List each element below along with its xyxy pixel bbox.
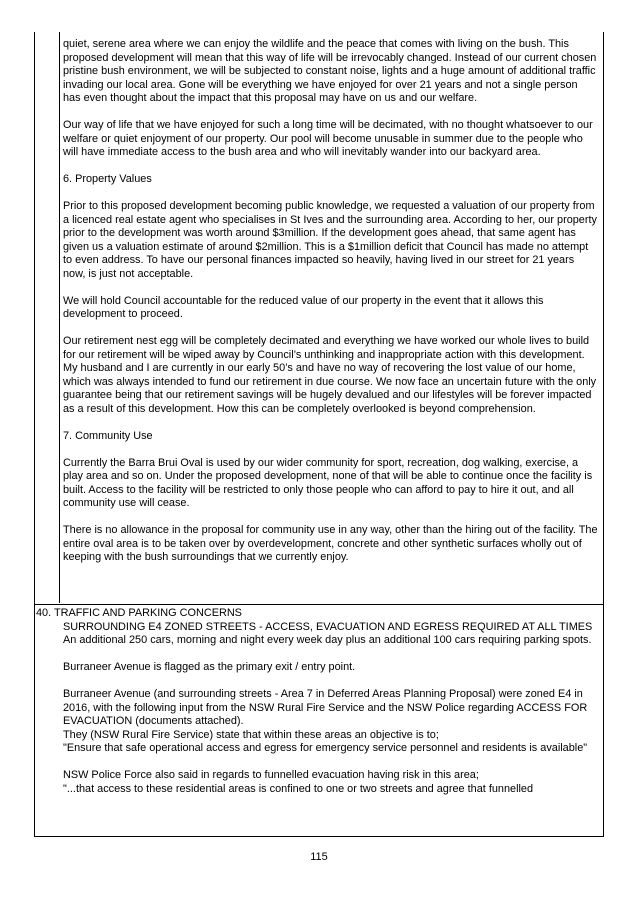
paragraph: There is no allowance in the proposal for community use in any way, other than the hiring out of the facility. The entire oval area is to be taken over by overdevelopment, concrete and other synthetic surfaces wholly out of keeping with the bush surroundings that we currently enjoy. [63,524,598,563]
page-number: 115 [310,851,328,863]
section-heading: 7. Community Use [63,429,153,442]
row-divider [34,604,604,605]
paragraph: They (NSW Rural Fire Service) state that within these areas an objective is to; [63,728,439,741]
submission-table [34,32,604,837]
section-heading: 6. Property Values [63,173,152,185]
paragraph: Currently the Barra Brui Oval is used by our wider community for sport, recreation, dog walking, exercise, a play area and so on. Under the proposed development, none of that will be able to continue once the facility is built. Access to the facility will be restricted to only those people who can afford to pay to hire it out, and all community use will cease. [63,456,593,509]
quote: "Ensure that safe operational access and egress for emergency service personnel and residents is available" [63,742,588,754]
paragraph: We will hold Council accountable for the reduced value of our property in the event that it allows this development to proceed. [63,294,544,320]
paragraph: An additional 250 cars, morning and night every week day plus an additional 100 cars requiring parking spots. [63,634,592,646]
item-heading: 40. TRAFFIC AND PARKING CONCERNS [36,607,242,619]
quote: "...that access to these residential areas is confined to one or two streets and agree that funnelled [63,782,534,795]
paragraph: Prior to this proposed development becoming public knowledge, we requested a valuation of our property from a licenced real estate agent who specialises in St Ives and the surrounding area. According to her, our property prior to the development was worth around $3million. If the development goes ahead, that same agent has given us a valuation estimate of around $2million. This is a $1million deficit that Council has made no attempt to even address. To have our personal finances impacted so heavily, having lived in our street for 21 years now, is just not acceptable. [63,200,597,280]
traffic-concerns-cell [36,607,598,796]
paragraph: quiet, serene area where we can enjoy the wildlife and the peace that comes with living on the bush. This proposed development will mean that this way of life will be irrevocably changed. Instead of our current chosen pristine bush environment, we will be subjected to constant noise, lights and a huge amount of additional traffic invading our local area. Gone will be everything we have enjoyed for over 21 years and not a single person has even thought about the impact that this proposal may have on us and our welfare. [63,38,597,104]
top-submission-cell [63,38,598,565]
table-left-border [34,32,35,837]
table-bottom-border [34,836,604,837]
paragraph: Our way of life that we have enjoyed for such a long time will be decimated, with no thought whatsoever to our welfare or quiet enjoyment of our property. Our pool will become unusable in summer due to the people who will have immediate access to the bush area and who will inevitably wander into our backyard area. [63,119,593,158]
table-inner-border [59,32,60,603]
item-subheading: SURROUNDING E4 ZONED STREETS - ACCESS, EVACUATION AND EGRESS REQUIRED AT ALL TIMES [63,620,593,633]
paragraph: Our retirement nest egg will be completely decimated and everything we have worked our whole lives to build for our retirement will be wiped away by Council’s unthinking and inappropriate action with this development. My husband and I are currently in our early 50’s and have no way of recovering the lost value of our home, which was always intended to fund our retirement in due course. We now face an uncertain future with the only guarantee being that our retirement savings will be hugely devalued and our lifestyles will be forever impacted as a result of this development. How this can be completely overlooked is beyond comprehension. [63,335,597,415]
table-right-border [603,32,604,837]
paragraph: Burraneer Avenue (and surrounding streets - Area 7 in Deferred Areas Planning Proposal) were zoned E4 in 2016, with the following input from the NSW Rural Fire Service and the NSW Police regarding ACCESS FOR EVACUATION (documents attached). [63,688,588,727]
paragraph: NSW Police Force also said in regards to funnelled evacuation having risk in this area; [63,769,479,781]
paragraph: Burraneer Avenue is flagged as the primary exit / entry point. [63,661,356,673]
